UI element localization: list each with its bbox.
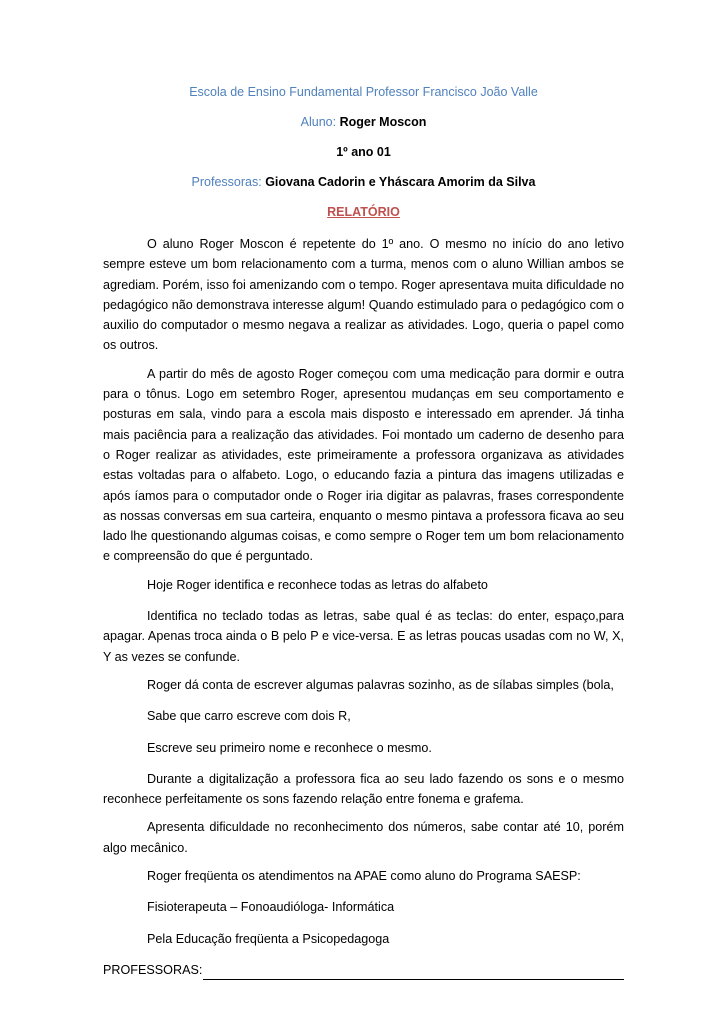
paragraph: Escreve seu primeiro nome e reconhece o mesmo. — [147, 740, 432, 755]
grade: 1º ano 01 — [336, 145, 391, 159]
paragraph: Identifica no teclado todas as letras, sabe qual é as teclas: do enter, espaço,para apagar. Apenas troca ainda o B pelo P e vice-versa. E as letras poucas usadas com no W, X, Y as vezes se confunde. — [103, 609, 624, 664]
paragraph: Sabe que carro escreve com dois R, — [147, 709, 351, 724]
teachers-line — [103, 174, 624, 191]
paragraph: O aluno Roger Moscon é repetente do 1º ano. O mesmo no início do ano letivo sempre esteve um bom relacionamento com a turma, menos com o aluno Willian ambos se agrediam. Porém, isso foi amenizando com o tempo. Roger apresentava muita dificuldade no pedagógico não demonstrava interesse algum! Quando estimulado para o pedagógico com o auxilio do computador o mesmo negava a realizar as atividades. Logo, queria o papel como os outros. — [103, 237, 624, 353]
school-name: Escola de Ensino Fundamental Professor Francisco João Valle — [189, 85, 538, 99]
signature-blank — [203, 965, 624, 980]
paragraph: Roger dá conta de escrever algumas palavras sozinho, as de sílabas simples (bola, — [147, 677, 614, 692]
paragraph: Durante a digitalização a professora fica ao seu lado fazendo os sons e o mesmo reconhece perfeitamente os sons fazendo relação entre fonema e grafema. — [103, 771, 624, 807]
paragraph: Pela Educação freqüenta a Psicopedagoga — [147, 931, 390, 946]
student-label: Aluno: — [300, 115, 337, 129]
paragraph: Hoje Roger identifica e reconhece todas as letras do alfabeto — [147, 577, 488, 592]
paragraph: Apresenta dificuldade no reconhecimento dos números, sabe contar até 10, porém algo mecânico. — [103, 820, 624, 855]
report-title: RELATÓRIO — [327, 205, 400, 219]
paragraph: Fisioterapeuta – Fonoaudióloga- Informática — [147, 900, 395, 915]
report-title-wrap — [103, 204, 624, 221]
signature-label: PROFESSORAS: — [103, 962, 203, 977]
signature-line — [103, 960, 624, 980]
paragraph: Roger freqüenta os atendimentos na APAE como aluno do Programa SAESP: — [147, 869, 581, 884]
teachers-names: Giovana Cadorin e Yháscara Amorim da Silva — [265, 175, 536, 189]
student-line — [103, 114, 624, 131]
student-name: Roger Moscon — [339, 115, 427, 129]
teachers-label: Professoras: — [191, 175, 262, 189]
paragraph: A partir do mês de agosto Roger começou com uma medicação para dormir e outra para o tônus. Logo em setembro Roger, apresentou mudanças em seu comportamento e posturas em sala, vindo para a escola mais disposto e interessado em aprender. Já tinha mais paciência para a realização das atividades. Foi montado um caderno de desenho para o Roger realizar as atividades, este primeiramente a professora organizava as atividades estas voltadas para o alfabeto. Logo, o educando fazia a pintura das imagens utilizadas e após íamos para o computador onde o Roger iria digitar as palavras, frases correspondente as nossas conversas em sua carteira, enquanto o mesmo pintava a professora ficava ao seu lado lhe questionando algumas coisas, e como sempre o Roger tem um bom relacionamento e compreensão do que é perguntado. — [103, 366, 624, 564]
